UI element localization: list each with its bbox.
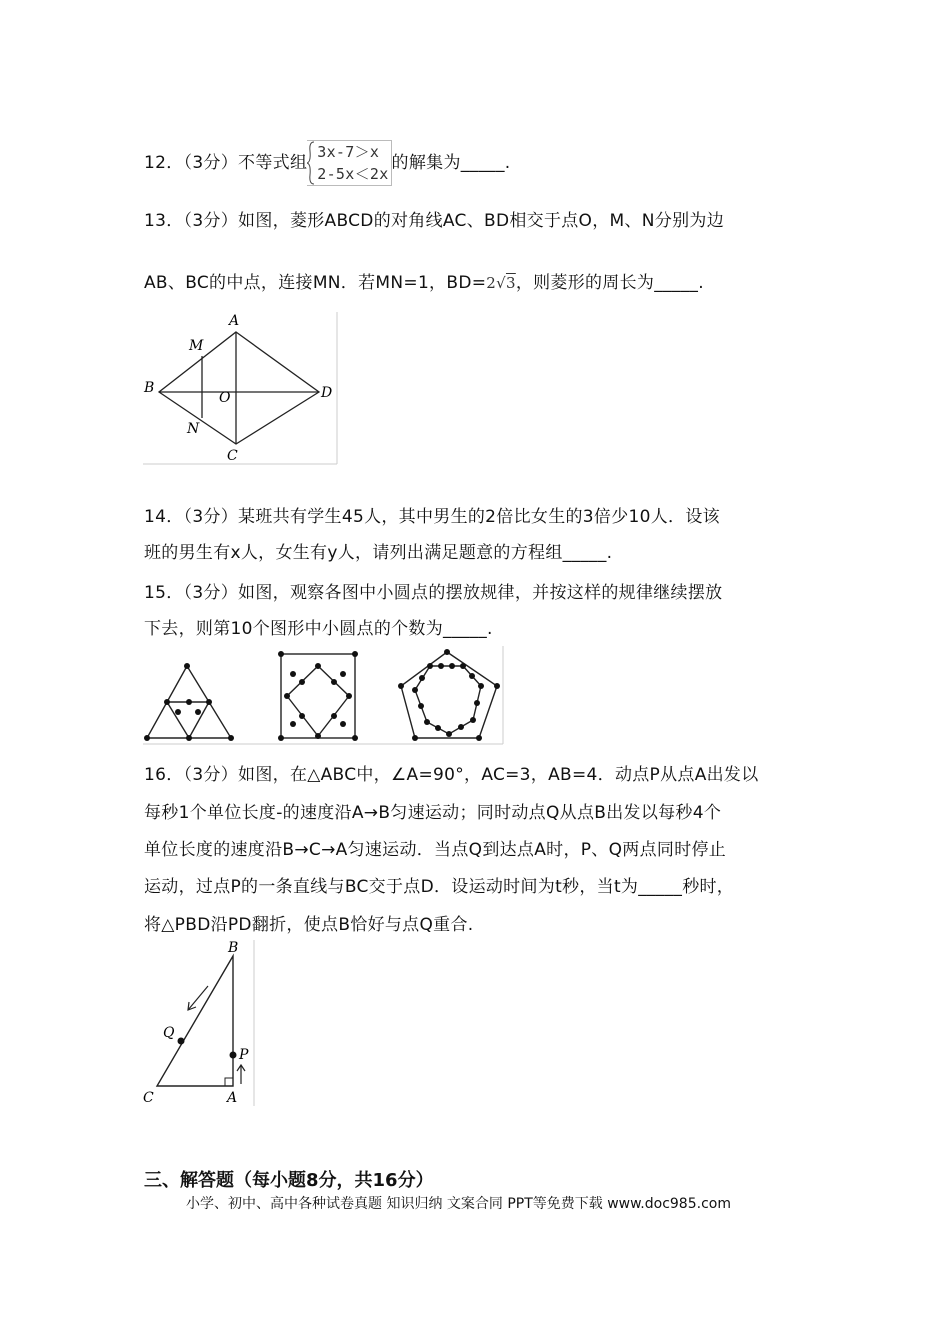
label-a: A (229, 313, 240, 329)
label-c: C (143, 1090, 154, 1106)
right-angle-mark (225, 1078, 233, 1086)
pattern-triangle-dots (144, 663, 234, 741)
sqrt-sign: √ (496, 274, 506, 292)
question-16-line1: 16．（3分）如图，在△ABC中，∠A=90°，AC=3，AB=4．动点P从点A出发以 (144, 765, 759, 785)
page-footer: 小学、初中、高中各种试卷真题 知识归纳 文案合同 PPT等免费下载 www.doc985.com (186, 1196, 731, 1212)
rhombus-figure (143, 312, 339, 466)
question-13-line2 (144, 268, 704, 293)
triangle-abc (157, 956, 233, 1086)
right-triangle-figure (140, 940, 258, 1108)
q12-suffix: 的解集为_____. (391, 153, 511, 173)
question-14-line2: 班的男生有x人，女生有y人，请列出满足题意的方程组_____. (144, 543, 613, 563)
label-n: N (187, 421, 200, 437)
label-m: M (189, 338, 204, 354)
pattern-pentagon-dots (398, 649, 500, 741)
question-15-line2: 下去，则第10个图形中小圆点的个数为_____. (144, 619, 493, 639)
q13-line2-b: ，则菱形的周长为_____. (515, 273, 704, 293)
point-q (178, 1038, 185, 1045)
inequality-1: 3x-7＞x (317, 143, 380, 161)
sqrt-radicand: 3 (505, 274, 516, 292)
question-16-line5: 将△PBD沿PD翻折，使点B恰好与点Q重合. (144, 915, 474, 935)
sqrt-coef: 2 (486, 274, 497, 292)
pattern-pentagon (401, 652, 497, 738)
sqrt-expression (486, 274, 516, 292)
question-13-line1: 13．（3分）如图，菱形ABCD的对角线AC、BD相交于点O，M、N分别为边 (144, 211, 725, 231)
point-p (230, 1052, 237, 1059)
label-o: O (219, 390, 231, 406)
rhombus-abcd (159, 332, 319, 444)
inequality-2: 2-5x＜2x (317, 165, 389, 183)
label-p: P (239, 1047, 249, 1063)
arrow-up-icon (237, 1065, 245, 1084)
label-d: D (321, 385, 333, 401)
q13-line2-a: AB、BC的中点，连接MN．若MN=1，BD= (144, 273, 487, 293)
label-b: B (228, 940, 239, 956)
label-b: B (144, 380, 155, 396)
inequality-system (307, 140, 391, 186)
q12-prefix: 12．（3分）不等式组 (144, 153, 308, 173)
arrow-down-left-icon (188, 986, 208, 1010)
question-16-line4: 运动，过点P的一条直线与BC交于点D．设运动时间为t秒，当t为_____秒时， (144, 877, 735, 897)
pattern-square-dots (278, 651, 358, 741)
question-16-line3: 单位长度的速度沿B→C→A匀速运动．当点Q到达点A时，P、Q两点同时停止 (144, 840, 727, 860)
question-15-line1: 15．（3分）如图，观察各图中小圆点的摆放规律，并按这样的规律继续摆放 (144, 583, 723, 603)
dot-pattern-figure (143, 646, 505, 746)
question-12 (144, 140, 510, 186)
label-a: A (227, 1090, 238, 1106)
brace-icon (307, 141, 315, 185)
section-3-heading: 三、解答题（每小题8分，共16分） (144, 1170, 434, 1191)
label-q: Q (163, 1025, 175, 1041)
label-c: C (227, 448, 238, 464)
question-14-line1: 14．（3分）某班共有学生45人，其中男生的2倍比女生的3倍少10人．设该 (144, 507, 720, 527)
question-16-line2: 每秒1个单位长度-的速度沿A→B匀速运动；同时动点Q从点B出发以每秒4个 (144, 803, 722, 823)
